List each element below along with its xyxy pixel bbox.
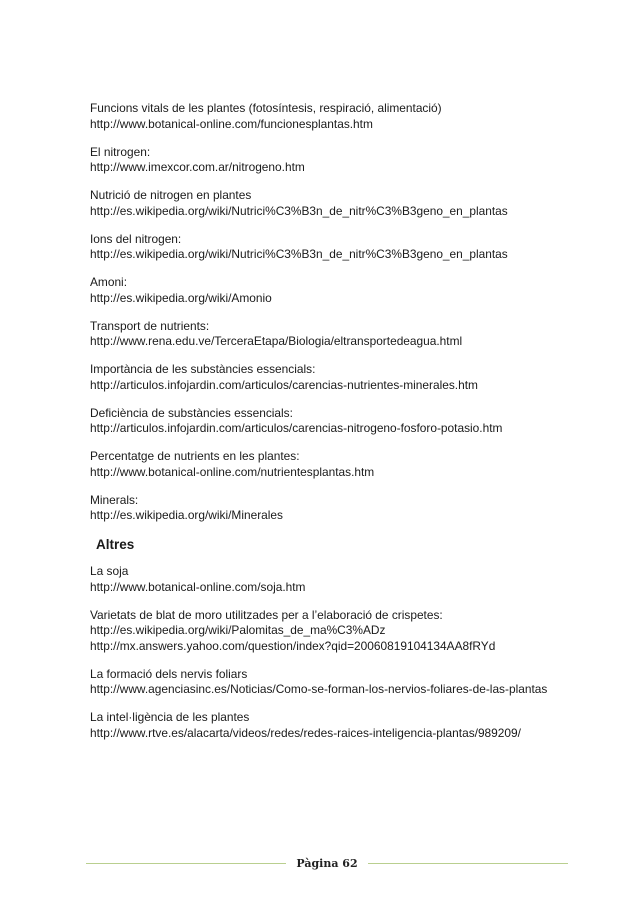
reference-url[interactable]: http://es.wikipedia.org/wiki/Nutrici%C3%B3n_de_nitr%C3%B3geno_en_plantas (90, 247, 508, 261)
reference-entry (90, 188, 620, 219)
reference-entry (90, 667, 620, 698)
reference-url[interactable]: http://articulos.infojardin.com/articulos/carencias-nutrientes-minerales.htm (90, 377, 478, 392)
reference-label: Importància de les substàncies essencials: (90, 362, 316, 376)
reference-entry (90, 493, 620, 524)
reference-label: Transport de nutrients: (90, 318, 210, 333)
reference-entry (90, 362, 620, 393)
reference-entry (90, 145, 620, 176)
reference-label: La intel·ligència de les plantes (90, 710, 250, 724)
page-number: Pàgina 62 (296, 857, 358, 870)
reference-url[interactable]: http://es.wikipedia.org/wiki/Amonio (90, 290, 272, 305)
reference-label: Amoni: (90, 275, 128, 289)
reference-label: Percentatge de nutrients en les plantes: (90, 449, 300, 463)
reference-url[interactable]: http://es.wikipedia.org/wiki/Minerales (90, 508, 283, 522)
reference-url[interactable]: http://www.botanical-online.com/soja.htm (90, 579, 306, 594)
reference-entry (90, 406, 620, 437)
reference-url[interactable]: http://www.botanical-online.com/nutrientesplantas.htm (90, 464, 375, 479)
reference-entry (90, 232, 620, 263)
reference-url[interactable]: http://articulos.infojardin.com/articulos/carencias-nitrogeno-fosforo-potasio.htm (90, 421, 503, 435)
reference-entry (90, 101, 620, 132)
reference-url[interactable]: http://mx.answers.yahoo.com/question/index?qid=20060819104134AA8fRYd (90, 638, 496, 653)
reference-url[interactable]: http://es.wikipedia.org/wiki/Palomitas_de_ma%C3%ADz (90, 623, 386, 637)
reference-label: Ions del nitrogen: (90, 231, 182, 246)
reference-label: Nutrició de nitrogen en plantes (90, 188, 252, 202)
reference-label: Varietats de blat de moro utilitzades per a l’elaboració de crispetes: (90, 607, 443, 622)
reference-label: La soja (90, 564, 129, 578)
footer-rule-right (368, 863, 568, 864)
reference-entry (90, 449, 620, 480)
reference-entry (90, 275, 620, 306)
reference-url[interactable]: http://www.rtve.es/alacarta/videos/redes/redes-raices-inteligencia-plantas/989209/ (90, 725, 521, 740)
page-content (90, 101, 620, 754)
reference-entry (90, 564, 620, 595)
reference-url[interactable]: http://www.imexcor.com.ar/nitrogeno.htm (90, 160, 305, 174)
reference-url[interactable]: http://www.botanical-online.com/funcionesplantas.htm (90, 116, 373, 131)
page-footer (86, 856, 568, 872)
reference-url[interactable]: http://www.agenciasinc.es/Noticias/Como-se-forman-los-nervios-foliares-de-las-plantas (90, 682, 548, 696)
reference-url[interactable]: http://es.wikipedia.org/wiki/Nutrici%C3%B3n_de_nitr%C3%B3geno_en_plantas (90, 203, 508, 218)
section-heading: Altres (96, 537, 135, 552)
reference-label: Minerals: (90, 492, 139, 507)
footer-rule-left (86, 863, 286, 864)
reference-label: Deficiència de substàncies essencials: (90, 405, 293, 420)
reference-url[interactable]: http://www.rena.edu.ve/TerceraEtapa/Biologia/eltransportedeagua.html (90, 334, 463, 348)
reference-label: Funcions vitals de les plantes (fotosíntesis, respiració, alimentació) (90, 101, 442, 115)
reference-entry (90, 710, 620, 741)
reference-entry (90, 608, 620, 655)
reference-entry (90, 319, 620, 350)
reference-label: La formació dels nervis foliars (90, 666, 248, 681)
reference-label: El nitrogen: (90, 144, 151, 159)
